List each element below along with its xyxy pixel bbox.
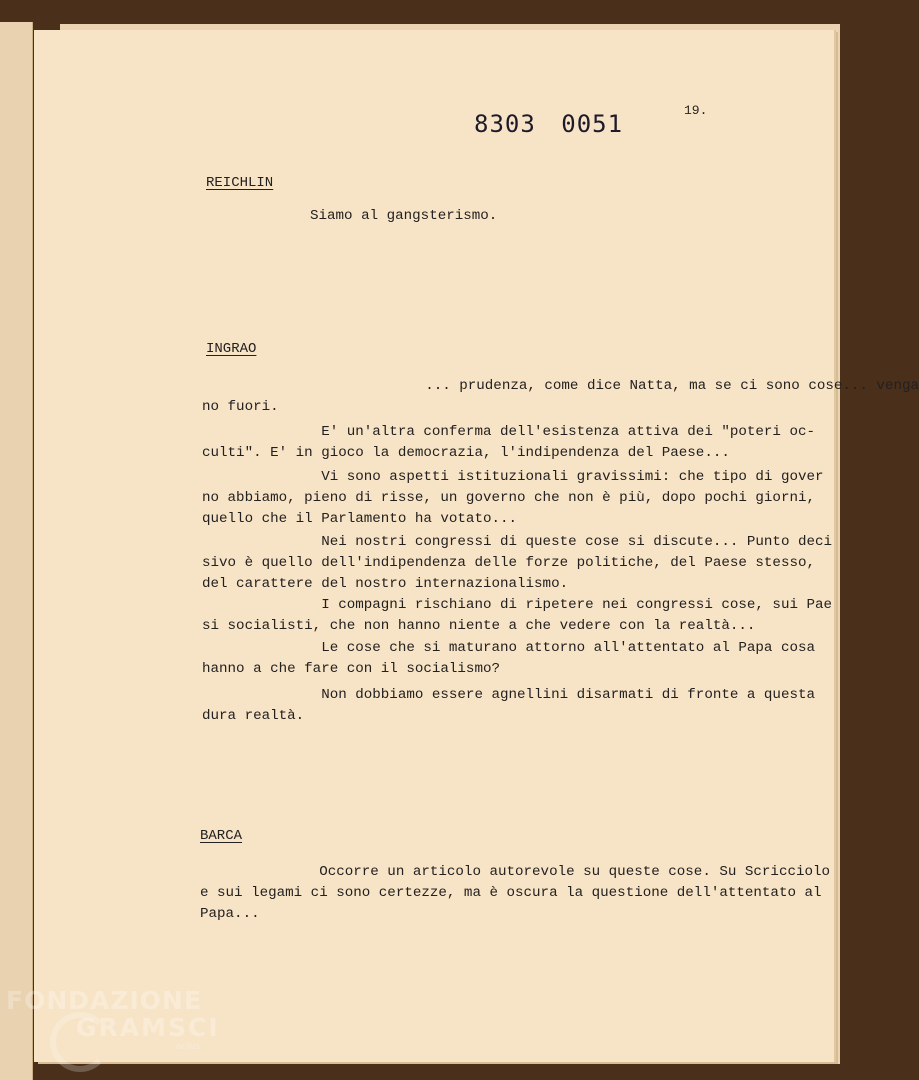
paragraph: Vi sono aspetti istituzionali gravissimi: che tipo di gover no abbiamo, pieno di risse, un governo che non è più, dopo pochi giorni, quello che il Parlamento ha votato... bbox=[202, 469, 824, 527]
paragraph: I compagni rischiano di ripetere nei congressi cose, sui Pae si socialisti, che non hanno niente a che vedere con la realtà... bbox=[202, 597, 833, 634]
watermark-line-3: onlus bbox=[176, 1042, 201, 1052]
paragraph: Occorre un articolo autorevole su queste cose. Su Scricciolo e sui legami ci sono certezze, ma è oscura la questione dell'attentato al Papa... bbox=[200, 864, 831, 922]
speaker-ingrao: INGRAO bbox=[206, 341, 257, 357]
paragraph: Non dobbiamo essere agnellini disarmati di fronte a questa dura realtà. bbox=[202, 687, 815, 724]
watermark-line-1: FONDAZIONE bbox=[6, 986, 203, 1015]
speaker-reichlin: REICHLIN bbox=[206, 175, 274, 191]
paragraph: Siamo al gangsterismo. bbox=[310, 208, 498, 224]
fondazione-gramsci-watermark bbox=[6, 986, 220, 1052]
watermark-logo-mark bbox=[50, 1012, 110, 1072]
speaker-barca: BARCA bbox=[200, 828, 243, 844]
paragraph: ... prudenza, come dice Natta, ma se ci sono cose... venga no fuori. bbox=[202, 378, 919, 415]
archive-stamp-number: 8303 0051 bbox=[474, 110, 624, 138]
page-number: 19. bbox=[684, 103, 708, 118]
paragraph: Le cose che si maturano attorno all'attentato al Papa cosa hanno a che fare con il socialismo? bbox=[202, 640, 815, 677]
paragraph: Nei nostri congressi di queste cose si discute... Punto deci sivo è quello dell'indipendenza delle forze politiche, del Paese stesso, del carattere del nostro internazionalismo. bbox=[202, 534, 833, 592]
watermark-line-2: GRAMSCI bbox=[76, 1013, 220, 1042]
document-page bbox=[34, 30, 919, 1062]
adjacent-page-edge bbox=[0, 22, 33, 1080]
paragraph: E' un'altra conferma dell'esistenza attiva dei "poteri oc- culti". E' in gioco la democrazia, l'indipendenza del Paese... bbox=[202, 424, 815, 461]
